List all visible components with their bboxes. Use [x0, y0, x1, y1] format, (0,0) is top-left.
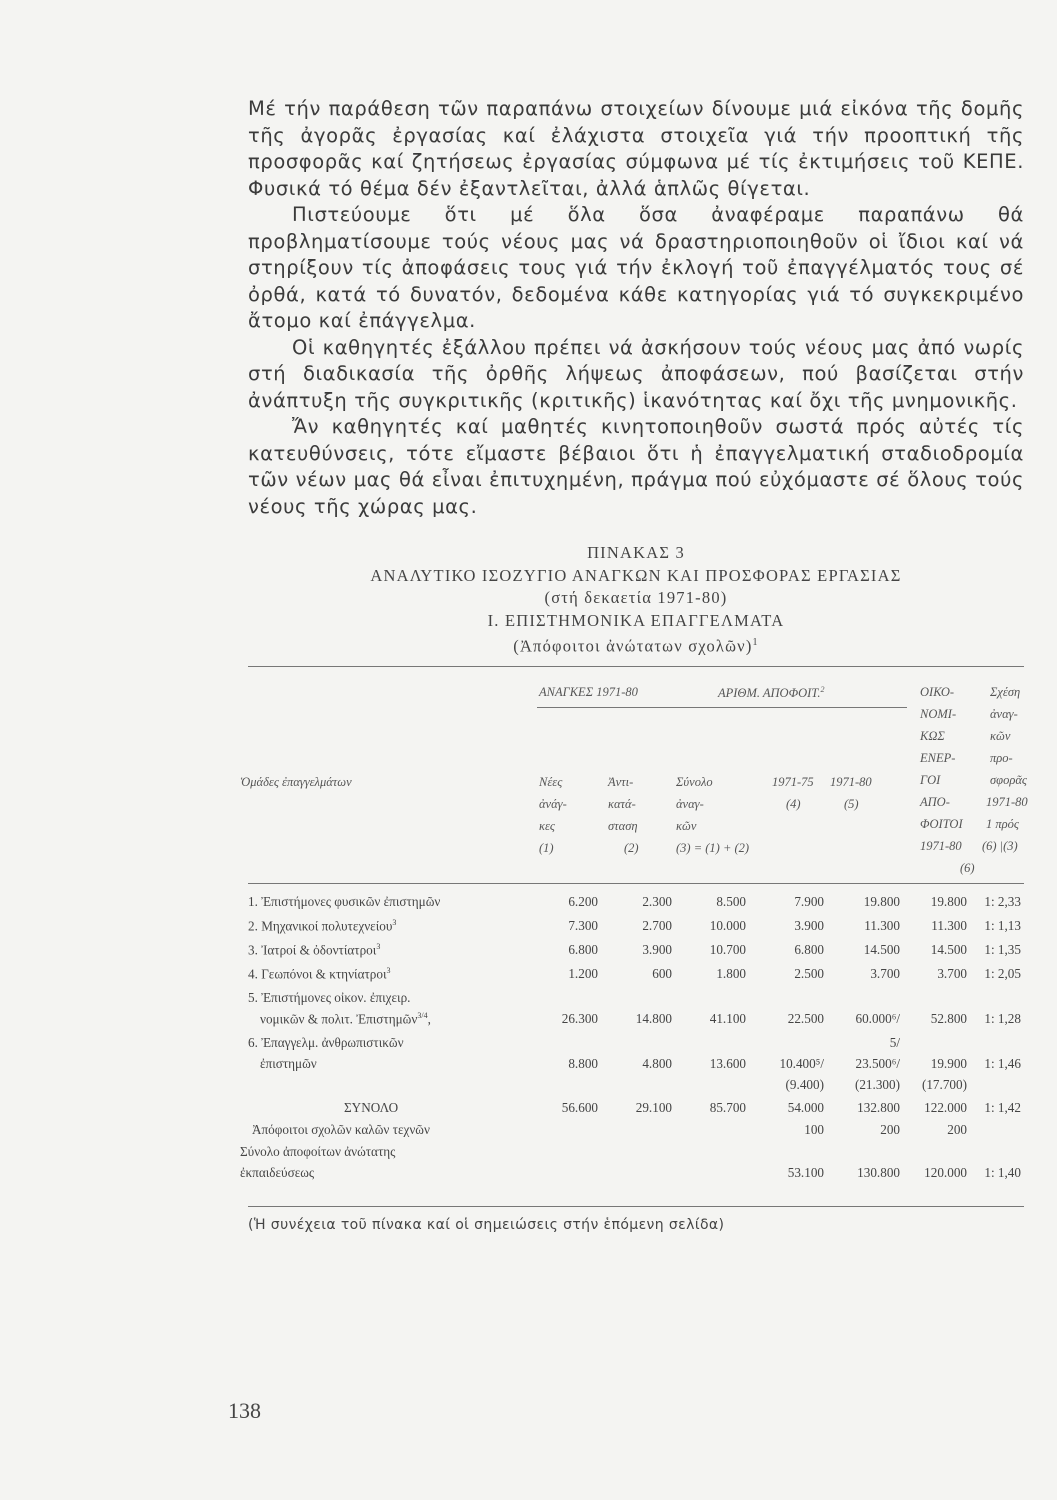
cell-col-3: 13.600	[709, 1056, 746, 1071]
cell-col-6: 11.300	[931, 918, 967, 933]
cell-col-3: 10.000	[709, 918, 746, 933]
table-row	[248, 1011, 1024, 1031]
table-row	[248, 1077, 1024, 1097]
header-groups-label: Ὁμάδες ἐπαγγελμάτων	[240, 775, 352, 789]
cell-col-3: 8.500	[716, 894, 746, 909]
cell-col-3: 41.100	[709, 1011, 746, 1026]
header-econ-8: (6)	[960, 861, 975, 875]
header-ratio-1: ἀναγ-	[990, 707, 1018, 721]
page-number: 138	[228, 1398, 261, 1423]
cell-col-5: (21.300)	[854, 1077, 900, 1092]
paragraph-4: Ἄν καθηγητές καί μαθητές κινητοποιηθοῦν σωστά πρός αὐτές τίς κατευθύνσεις, τότε εἴμαστε βέβαιοι ὅτι ἡ ἐπαγγελματική σταδιοδρομία τῶν νέων μας θά εἶναι ἐπιτυχημένη, πράγμα πού εὐχόμαστε σέ ὅλους τούς νέους τῆς χώρας μας.	[248, 415, 1024, 518]
header-group-needs: ΑΝΑΓΚΕΣ 1971-80	[539, 685, 638, 699]
cell-col-6: 3.700	[937, 966, 967, 981]
table-header	[240, 667, 1028, 883]
cell-col-7: 1: 1,40	[984, 1165, 1021, 1180]
cell-col-4: 7.900	[794, 894, 824, 909]
paragraph-1: Μέ τήν παράθεση τῶν παραπάνω στοιχείων δίνουμε μιά εἰκόνα τῆς δομῆς τῆς ἀγορᾶς ἐργασίας καί ἐλάχιστα στοιχεῖα γιά τήν προοπτική τῆς προσφορᾶς καί ζητήσεως ἐργασίας σύμφωνα μέ τίς ἐκτιμήσεις τοῦ ΚΕΠΕ. Φυσικά τό θέμα δέν ἐξαντλεῖται, ἀλλά ἁπλῶς θίγεται.	[248, 97, 1024, 200]
cell-col-2: 2.700	[642, 918, 672, 933]
table-bottom-rule	[248, 1206, 1024, 1207]
table-period: (στή δεκαετία 1971-80)	[544, 588, 728, 607]
header-new-3: (1)	[539, 841, 554, 855]
cell-col-5: 132.800	[857, 1100, 900, 1115]
table-footnote: (Ἡ συνέχεια τοῦ πίνακα καί οἱ σημειώσεις στήν ἑπόμενη σελίδα)	[248, 1217, 725, 1233]
table-row	[248, 918, 1024, 938]
cell-col-3: 85.700	[709, 1100, 746, 1115]
header-ratio-0: Σχέση	[990, 685, 1021, 699]
table-row	[248, 894, 1024, 914]
row-label: 2. Μηχανικοί πολυτεχνείου$^3$	[248, 918, 397, 934]
row-label: νομικῶν & πολιτ. Ἐπιστημῶν$^{3/4}$,	[260, 1011, 431, 1027]
table-row	[248, 966, 1024, 986]
cell-col-7: 1: 1,35	[984, 942, 1021, 957]
row-label: 1. Ἐπιστήμονες φυσικῶν ἐπιστημῶν	[248, 894, 441, 909]
cell-col-4: 54.000	[787, 1100, 824, 1115]
cell-col-4: 53.100	[787, 1165, 824, 1180]
cell-col-5: 200	[880, 1122, 900, 1137]
row-label: 5. Ἐπιστήμονες οἰκον. ἐπιχειρ.	[248, 990, 411, 1005]
data-table	[240, 666, 1028, 1233]
cell-col-6: 19.800	[930, 894, 967, 909]
row-label: Ἀπόφοιτοι σχολῶν καλῶν τεχνῶν	[252, 1122, 430, 1137]
cell-col-1: 56.600	[561, 1100, 598, 1115]
header-repl-1: κατά-	[608, 797, 636, 811]
header-7175-0: 1971-75	[772, 775, 814, 789]
table-caption	[248, 542, 1024, 658]
header-total-2: κῶν	[676, 819, 697, 833]
cell-col-5: 60.000⁶/	[855, 1011, 900, 1026]
cell-col-1: 8.800	[568, 1056, 598, 1071]
header-ratio-5: 1971-80	[986, 795, 1028, 809]
cell-col-2: 29.100	[635, 1100, 672, 1115]
cell-col-4: (9.400)	[785, 1077, 824, 1092]
cell-col-7: 1: 1,42	[984, 1100, 1021, 1115]
header-econ-5: ΑΠΟ-	[920, 795, 950, 809]
header-ratio-2: κῶν	[990, 729, 1011, 743]
cell-col-6: 120.000	[924, 1165, 967, 1180]
paragraph-2: Πιστεύουμε ὅτι μέ ὅλα ὅσα ἀναφέραμε παραπάνω θά προβληματίσουμε τούς νέους μας νά δραστηριοποιηθοῦν οἱ ἴδιοι καί νά στηρίξουν τίς ἀποφάσεις τους γιά τήν ἐκλογή τοῦ ἐπαγγέλματός τους σέ ὀρθά, κατά τό δυνατόν, δεδομένα κάθε κατηγορίας γιά τό συγκεκριμένο ἄτομο καί ἐπάγγελμα.	[248, 203, 1024, 332]
header-repl-2: σταση	[608, 819, 638, 833]
cell-col-5: 5/	[889, 1035, 900, 1050]
header-ratio-6: 1 πρός	[986, 817, 1019, 831]
table-row	[248, 990, 1024, 1010]
cell-col-5: 11.300	[864, 918, 900, 933]
table-row	[248, 1100, 1024, 1120]
cell-col-2: 3.900	[642, 942, 672, 957]
cell-col-4: 6.800	[794, 942, 824, 957]
row-label: 3. Ἰατροί & ὀδοντίατροι$^3$	[248, 942, 381, 958]
cell-col-6: 19.900	[930, 1056, 967, 1071]
header-econ-2: ΚΩΣ	[920, 729, 945, 743]
cell-col-1: 6.200	[568, 894, 598, 909]
header-7180-1: (5)	[844, 797, 859, 811]
cell-col-5: 3.700	[870, 966, 900, 981]
cell-col-7: 1: 1,13	[984, 918, 1021, 933]
header-econ-0: ΟΙΚΟ-	[920, 685, 955, 699]
header-7180-0: 1971-80	[830, 775, 872, 789]
cell-col-1: 1.200	[568, 966, 598, 981]
table-number: ΠΙΝΑΚΑΣ 3	[587, 543, 685, 562]
cell-col-7: 1: 1,46	[984, 1056, 1021, 1071]
row-label: Σύνολο ἀποφοίτων ἀνώτατης	[240, 1144, 396, 1159]
header-repl-0: Ἀντι-	[608, 775, 634, 789]
row-label: ἐκπαιδεύσεως	[240, 1165, 315, 1180]
header-econ-7: 1971-80	[920, 839, 962, 853]
cell-col-7: 1: 2,05	[984, 966, 1021, 981]
table-row	[248, 942, 1024, 962]
page-content	[240, 96, 1028, 1233]
header-repl-3: (2)	[624, 841, 639, 855]
row-label: ΣΥΝΟΛΟ	[344, 1100, 399, 1115]
header-group-grads: ΑΡΙΘΜ. ΑΠΟΦΟΙΤ.$^2$	[718, 685, 825, 701]
row-label: 4. Γεωπόνοι & κτηνίατροι$^3$	[248, 966, 391, 982]
header-new-0: Νέες	[539, 775, 563, 789]
cell-col-5: 14.500	[863, 942, 900, 957]
header-ratio-4: σφορᾶς	[990, 773, 1027, 787]
cell-col-6: 14.500	[930, 942, 967, 957]
table-row	[248, 1035, 1024, 1055]
cell-col-2: 4.800	[642, 1056, 672, 1071]
header-new-2: κες	[539, 819, 555, 833]
header-group-rule	[537, 707, 907, 708]
cell-col-5: 19.800	[863, 894, 900, 909]
cell-col-3: 10.700	[709, 942, 746, 957]
header-ratio-7: (6) |(3)	[982, 839, 1018, 853]
cell-col-4: 10.400⁵/	[779, 1056, 824, 1071]
header-econ-6: ΦΟΙΤΟΙ	[920, 817, 963, 831]
header-new-1: ἀνάγ-	[539, 797, 567, 811]
cell-col-3: 1.800	[716, 966, 746, 981]
table-body	[240, 884, 1024, 1206]
table-title: ΑΝΑΛΥΤΙΚΟ ΙΣΟΖΥΓΙΟ ΑΝΑΓΚΩΝ ΚΑΙ ΠΡΟΣΦΟΡΑΣ ΕΡΓΑΣΙΑΣ	[370, 565, 902, 585]
header-total-0: Σύνολο	[676, 775, 713, 789]
cell-col-7: 1: 2,33	[984, 894, 1021, 909]
row-label: 6. Ἐπαγγελμ. ἀνθρωπιστικῶν	[248, 1035, 404, 1050]
paragraph-3: Οἱ καθηγητές ἐξάλλου πρέπει νά ἀσκήσουν τούς νέους μας ἀπό νωρίς στή διαδικασία τῆς ὀρθῆς λήψεως ἀποφάσεων, πού βασίζεται στήν ἀνάπτυξη τῆς συγκριτικῆς (κριτικῆς) ἱκανότητας καί ὄχι τῆς μνημονικῆς.	[248, 335, 1024, 412]
cell-col-5: 23.500⁶/	[855, 1056, 900, 1071]
cell-col-4: 22.500	[787, 1011, 824, 1026]
cell-col-6: (17.700)	[921, 1077, 967, 1092]
cell-col-7: 1: 1,28	[984, 1011, 1021, 1026]
table-row	[240, 1165, 1024, 1185]
cell-col-2: 14.800	[635, 1011, 672, 1026]
header-econ-3: ΕΝΕΡ-	[920, 751, 956, 765]
table-section: Ι. ΕΠΙΣΤΗΜΟΝΙΚΑ ΕΠΑΓΓΕΛΜΑΤΑ	[487, 610, 785, 630]
header-total-3: (3) = (1) + (2)	[676, 841, 750, 855]
header-total-1: ἀναγ-	[676, 797, 704, 811]
cell-col-6: 200	[947, 1122, 967, 1137]
cell-col-5: 130.800	[857, 1165, 900, 1180]
header-7175-1: (4)	[786, 797, 801, 811]
table-row	[240, 1144, 1024, 1164]
cell-col-1: 6.800	[568, 942, 598, 957]
row-label: ἐπιστημῶν	[260, 1056, 317, 1071]
cell-col-4: 3.900	[794, 918, 824, 933]
cell-col-4: 2.500	[794, 966, 824, 981]
cell-col-1: 7.300	[568, 918, 598, 933]
table-subtitle: (Ἀπόφοιτοι ἀνώτατων σχολῶν)$^1$	[513, 636, 759, 656]
cell-col-1: 26.300	[561, 1011, 598, 1026]
cell-col-6: 122.000	[924, 1100, 967, 1115]
table-row	[248, 1056, 1024, 1076]
header-econ-4: ΓΟΙ	[920, 773, 941, 787]
cell-col-4: 100	[804, 1122, 824, 1137]
header-econ-1: ΝΟΜΙ-	[920, 707, 957, 721]
cell-col-6: 52.800	[930, 1011, 967, 1026]
cell-col-2: 2.300	[642, 894, 672, 909]
cell-col-2: 600	[652, 966, 672, 981]
table-row	[248, 1122, 1024, 1142]
header-ratio-3: προ-	[990, 751, 1013, 765]
